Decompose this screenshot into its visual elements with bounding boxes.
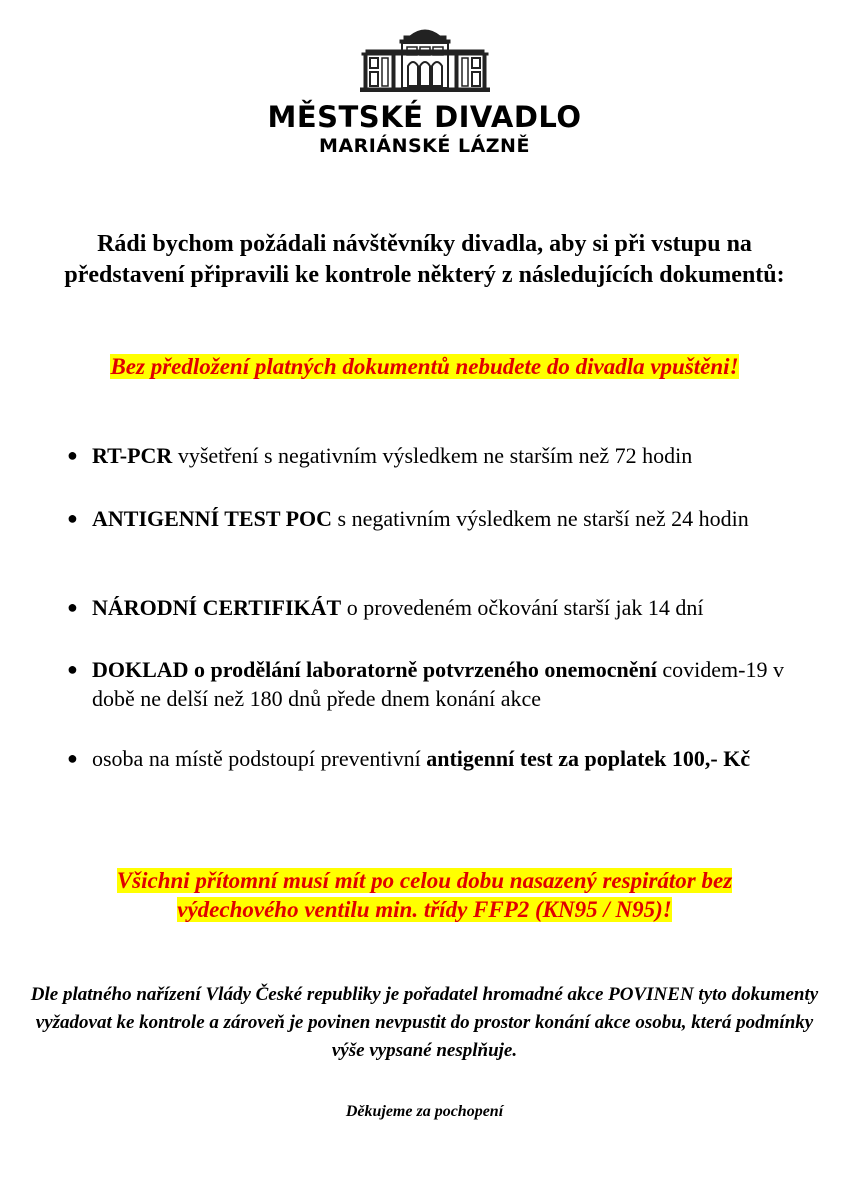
entry-warning: Bez předložení platných dokumentů nebudete do divadla vpuštěni! xyxy=(110,354,739,379)
theatre-building-icon xyxy=(360,22,490,92)
bullet-icon: ● xyxy=(67,748,78,768)
bullet-icon: ● xyxy=(67,508,78,528)
bullet-icon: ● xyxy=(67,445,78,465)
theatre-name: MĚSTSKÉ DIVADLO xyxy=(267,100,582,134)
theatre-location: MARIÁNSKÉ LÁZNĚ xyxy=(319,135,530,157)
intro-text: Rádi bychom požádali návštěvníky divadla, aby si při vstupu na představení připravili ke kontrole některý z následujících dokumentů: xyxy=(64,231,785,288)
bullet-icon: ● xyxy=(67,659,78,679)
respirator-warning: Všichni přítomní musí mít po celou dobu nasazený respirátor bez výdechového ventilu min. třídy FFP2 (KN95 / N95)! xyxy=(116,868,733,922)
logo xyxy=(0,22,849,157)
legal-notice: Dle platného nařízení Vlády České republiky je pořadatel hromadné akce POVINEN tyto dokumenty vyžadovat ke kontrole a zároveň je povinen nevpustit do prostor konání akce osobu, která podmínky výše vypsané nesplňuje. xyxy=(30,984,819,1061)
bullet-icon: ● xyxy=(67,597,78,617)
thanks-text: Děkujeme za pochopení xyxy=(345,1103,504,1120)
